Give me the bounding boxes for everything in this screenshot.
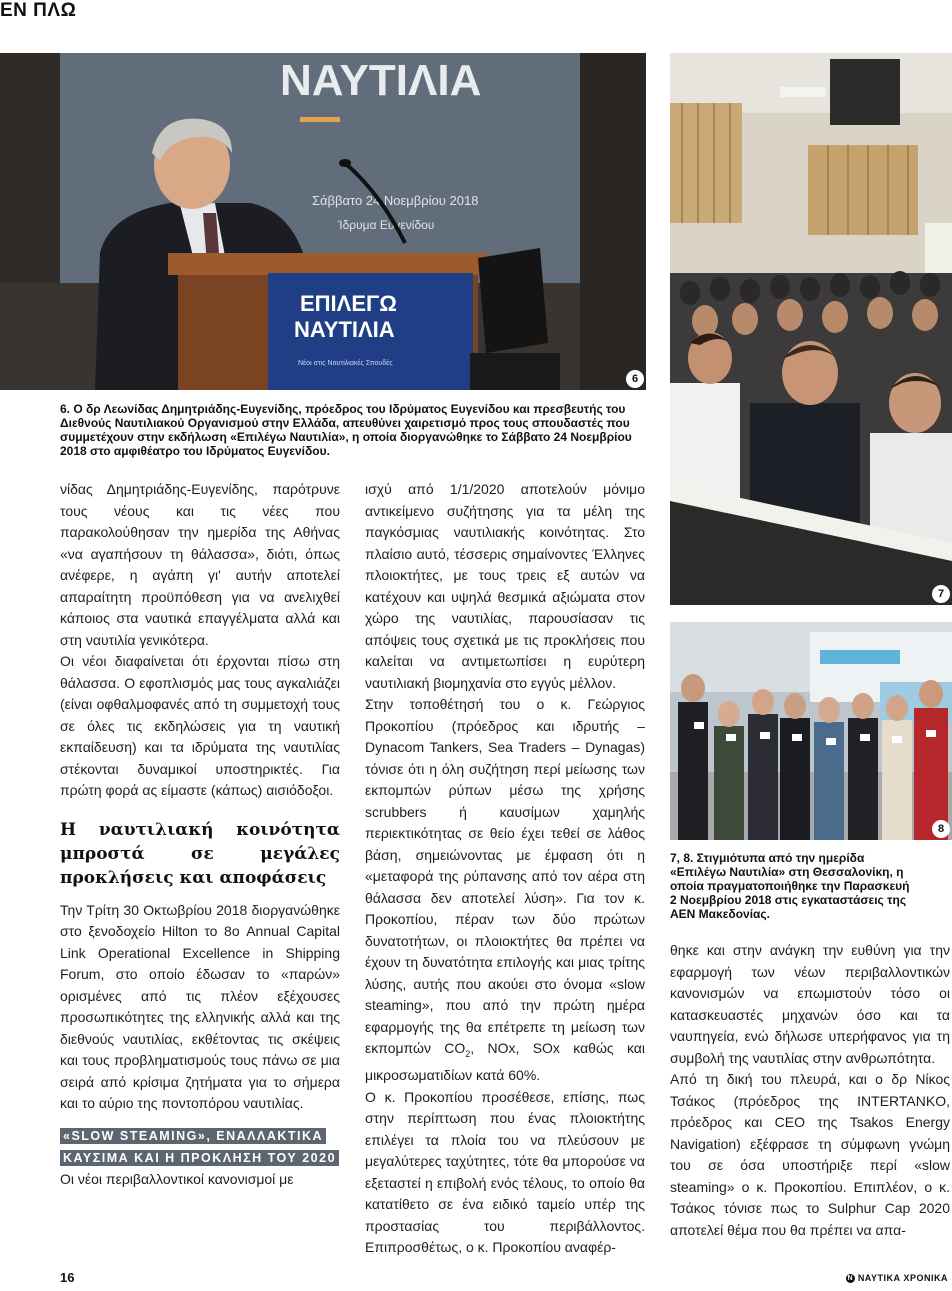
- article-column-2: [365, 479, 645, 1259]
- subheading-block: [60, 1125, 340, 1169]
- col1-paragraph-3: Την Τρίτη 30 Οκτωβρίου 2018 διοργανώθηκε στο ξενοδοχείο Hilton το 8ο Annual Capital Link Operational Excellence in Shipping Forum, στο οποίο έδωσαν το «παρών» ορισμένες από τις πλέον εξέχουσες προσωπικότητες της ελληνικής αλλά και της διεθνούς ναυτιλίας, εκθέτοντας τις σκέψεις και τους προβληματισμούς τους πάνω σε μια σειρά από κρίσιμα ζητήματα για το σήμερα και το αύριο της ποντοπόρου ναυτιλίας.: [60, 901, 340, 1111]
- podium-line1: ΕΠΙΛΕΓΩ: [300, 291, 397, 316]
- article-heading: Η ναυτιλιακή κοινότητα μπροστά σε μεγάλες προκλήσεις και αποφάσεις: [60, 819, 340, 888]
- subheading-line-1: «SLOW STEAMING», ΕΝΑΛΛΑΚΤΙΚΑ: [60, 1128, 326, 1144]
- screen-title: ΝΑΥΤΙΛΙΑ: [280, 56, 482, 105]
- col1-paragraph-2: Οι νέοι διαφαίνεται ότι έρχονται πίσω στη θάλασσα. Ο εφοπλισμός μας τους αγκαλιάζει (είναι οφθαλμοφανές από τη συμμετοχή τους σε όλες τις εκδηλώσεις για τη ναυτική εκπαίδευση) και τα ιδρύματα της ναυτιλίας στέκονται δυναμικοί υποστηρικτές. Για πρώτη φορά ας είμαστε (κάπως) αισιόδοξοι.: [60, 653, 340, 798]
- podium-line2: ΝΑΥΤΙΛΙΑ: [294, 317, 395, 342]
- col2-paragraph-3: Ο κ. Προκοπίου προσέθεσε, επίσης, πως στην περίπτωση που ένας πλοιοκτήτης επιλέγει τα πλοία του να πλεύσουν με μεγαλύτερες ταχύτητες, τότε θα μπορούσε να εξεταστεί η επιβολή ενός τέλους, το οποίο θα κατατίθετο σε ένα ειδικό ταμείο υπέρ της προστασίας του περιβάλλοντος. Επιπροσθέτως, ο κ. Προκοπίου αναφέρ-: [365, 1088, 645, 1256]
- article-column-1: [60, 479, 340, 1190]
- col2-paragraph-2: [365, 694, 645, 1087]
- photo-number-8: 8: [932, 820, 950, 838]
- screen-venue: Ίδρυμα Ευγενίδου: [338, 218, 435, 232]
- photo-speaker-podium: [0, 53, 646, 390]
- photo-lecture-hall: [670, 53, 952, 605]
- col2-paragraph-1: ισχύ από 1/1/2020 αποτελούν μόνιμο αντικείμενο συζήτησης για τα μέλη της παγκόσμιας ναυτιλιακής κοινότητας. Στο πλαίσιο αυτό, τέσσερις σημαίνοντες Έλληνες πλοιοκτήτες, με τους τρεις εξ αυτών να κατέχουν και υψηλά θεσμικά αξιώματα στον χώρο της ναυτιλίας, παρουσίασαν τις απόψεις τους σχετικά με τις προκλήσεις που καλείται να αντιμετωπίσει η ευρύτερη ναυτιλιακή βιομηχανία στο εγγύς μέλλον.: [365, 481, 645, 691]
- section-label: ΕΝ ΠΛΩ: [0, 0, 77, 21]
- page-number: 16: [60, 1270, 75, 1285]
- podium-small: Νέοι στις Ναυτιλιακές Σπουδές: [298, 360, 393, 367]
- photo-number-6: 6: [626, 370, 644, 388]
- magazine-logo: [846, 1273, 948, 1283]
- subheading-line-2: ΚΑΥΣΙΜΑ ΚΑΙ Η ΠΡΟΚΛΗΣΗ ΤΟΥ 2020: [60, 1150, 339, 1166]
- photo-number-7: 7: [932, 585, 950, 603]
- col2-paragraph-2-part-1: Στην τοποθέτησή του ο κ. Γεώργιος Προκοπίου (πρόεδρος και ιδρυτής – Dynacom Tankers, Sea Traders – Dynagas) τόνισε ότι η όλη συζήτηση περί μείωσης των εκπομπών ρύπων μέσω της χρήσης scrubbers ή καυσίμων χαμηλής περιεκτικότητας σε θείο έχει τεθεί σε λάθος βάση, σημειώνοντας με έμφαση ότι η «μεταφορά της ρύπανσης από τον αέρα στη θάλασσα δεν αποτελεί λύση». Για τον κ. Προκοπίου, πέραν των δύο πρώτων δυνατοτήτων, οι πλοιοκτήτες θα πρέπει να έχουν τη δυνατότητα επιλογής και μιας τρίτης λύσης, αυτής που ακούει στο όνομα «slow steaming», που από την πρώτη ημέρα εφαρμογής της θα επέτρεπε τη μείωση των εκπομπών CO: [365, 696, 645, 1056]
- col1-paragraph-4: Οι νέοι περιβαλλοντικοί κανονισμοί με: [60, 1170, 294, 1187]
- co2-subscript: 2: [465, 1048, 471, 1059]
- col3-paragraph-2: Από τη δική του πλευρά, και ο δρ Νίκος Τσάκος (πρόεδρος της INTERTANKO, πρόεδρος και CEO της Tsakos Energy Navigation) εξέφρασε τη σύμφωνη γνώμη του σε όσα υποστήριξε περί «slow steaming» ο κ. Προκοπίου. Επιπλέον, ο κ. Τσάκος τόνισε πως το Sulphur Cap 2020 αποτελεί θέμα που θα πρέπει να απα-: [670, 1071, 950, 1238]
- col1-paragraph-1: νίδας Δημητριάδης-Ευγενίδης, παρότρυνε τους νέους και τις νέες που παρακολούθησαν την ημερίδα της Αθήνας «να αγαπήσουν τη θάλασσα», διότι, όπως ανέφερε, η αγάπη γι' αυτήν αποτελεί απαραίτητη προϋπόθεση για να ανελιχθεί κάποιος στα ναυτικά επαγγέλματα αλλά και στη ναυτιλία γενικότερα.: [60, 481, 340, 648]
- magazine-name: ΝΑΥΤΙΚΑ ΧΡΟΝΙΚΑ: [857, 1273, 948, 1283]
- col3-paragraph-1: θηκε και στην ανάγκη την ευθύνη για την εφαρμογή των νέων περιβαλλοντικών κανονισμών να επωμιστούν τόσο οι κατασκευαστές μηχανών όσο και τα ναυπηγεία, ενώ δήλωσε υπερήφανος για τη συμβολή της ναυτιλίας στην ανθρωπότητα.: [670, 942, 950, 1066]
- magazine-logo-icon: N: [847, 1274, 854, 1282]
- screen-date: Σάββατο 24 Νοεμβρίου 2018: [312, 193, 479, 208]
- article-column-3: [670, 940, 950, 1241]
- caption-photos-7-8: 7, 8. Στιγμιότυπα από την ημερίδα «Επιλέγω Ναυτιλία» στη Θεσσαλονίκη, η οποία πραγματοποιήθηκε την Παρασκευή 2 Νοεμβρίου 2018 στις εγκαταστάσεις της ΑΕΝ Μακεδονίας.: [670, 851, 910, 921]
- col2-paragraph-2-part-2: , NOx, SOx καθώς και μικροσωματιδίων κατά 60%.: [365, 1040, 645, 1084]
- caption-photo-6: 6. Ο δρ Λεωνίδας Δημητριάδης-Ευγενίδης, πρόεδρος του Ιδρύματος Ευγενίδου και πρεσβευτής του Διεθνούς Ναυτιλιακού Οργανισμού στην Ελλάδα, απευθύνει χαιρετισμό προς τους σπουδαστές που συμμετέχουν στην εκδήλωση «Επιλέγω Ναυτιλία», η οποία διοργανώθηκε το Σάββατο 24 Νοεμβρίου 2018 στο αμφιθέατρο του Ιδρύματος Ευγενίδου.: [60, 402, 632, 458]
- photo-group: [670, 622, 952, 840]
